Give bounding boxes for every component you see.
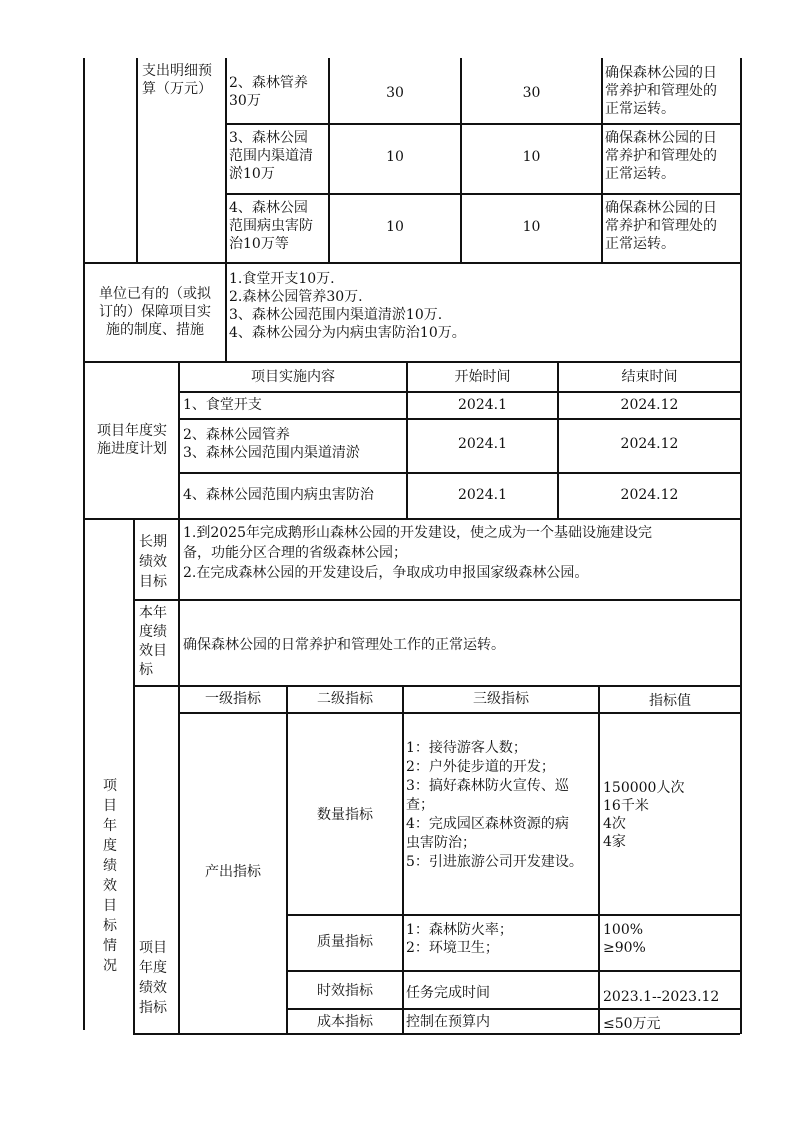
long-term-label: 长期 绩效 目标 — [139, 534, 167, 590]
table-border-left — [83, 58, 85, 1030]
budget-label: 支出明细预 算（万元） — [142, 63, 212, 97]
grid-line — [136, 58, 138, 263]
level2-cost: 成本指标 — [317, 1014, 373, 1030]
grid-line — [83, 262, 740, 264]
schedule-label: 项目年度实 施进度计划 — [97, 423, 167, 457]
level3-timeliness: 任务完成时间 — [406, 985, 490, 1001]
grid-line — [598, 685, 600, 1034]
grid-line — [225, 58, 227, 263]
level1-output: 产出指标 — [205, 864, 261, 880]
grid-line — [133, 1033, 740, 1035]
level3-quantity: 1：接待游客人数； 2：户外徒步道的开发； 3：搞好森林防火宣传、巡 查； 4：完成园区森林资源的病 虫害防治； 5：引进旅游公司开发建设。 — [406, 740, 583, 870]
schedule-end: 2024.12 — [620, 487, 679, 503]
grid-line — [402, 685, 404, 1034]
budget-item: 4、森林公园 范围病虫害防 治10万等 — [229, 200, 313, 252]
budget-value: 30 — [386, 85, 404, 101]
budget-item: 2、森林管养 30万 — [229, 75, 308, 109]
measures-text: 1.食堂开支10万. 2.森林公园管养30万. 3、森林公园范围内渠道清淤10万. 4、森林公园分为内病虫害防治10万。 — [229, 271, 466, 341]
schedule-content: 1、食堂开支 — [183, 397, 262, 413]
header-level2: 二级指标 — [317, 691, 373, 707]
level2-quantity: 数量指标 — [317, 807, 373, 823]
value-cost: ≤50万元 — [603, 1016, 661, 1032]
grid-line — [225, 123, 740, 125]
schedule-start: 2024.1 — [458, 436, 507, 452]
measures-label: 单位已有的（或拟 订的）保障项目实 施的制度、措施 — [99, 286, 211, 338]
budget-item: 3、森林公园 范围内渠道清 淤10万 — [229, 130, 313, 182]
budget-value: 10 — [386, 219, 404, 235]
grid-line — [286, 970, 740, 972]
schedule-content: 4、森林公园范围内病虫害防治 — [183, 487, 374, 503]
grid-line — [286, 914, 740, 916]
performance-label: 项 目 年 度 绩 效 目 标 情 况 — [103, 778, 117, 974]
table-border-right — [740, 58, 742, 1034]
grid-line — [601, 58, 603, 263]
schedule-header-content: 项目实施内容 — [251, 369, 335, 385]
grid-line — [225, 262, 227, 362]
budget-value: 10 — [522, 149, 541, 165]
grid-line — [178, 712, 740, 714]
budget-value: 10 — [522, 219, 541, 235]
schedule-header-end: 结束时间 — [621, 369, 678, 385]
grid-line — [178, 518, 180, 1034]
level2-quality: 质量指标 — [317, 934, 373, 950]
grid-line — [286, 1008, 740, 1010]
budget-note: 确保森林公园的日 常养护和管理处的 正常运转。 — [605, 200, 717, 252]
grid-line — [178, 418, 740, 420]
grid-line — [133, 685, 740, 687]
level3-quality: 1：森林防火率； 2：环境卫生； — [406, 922, 513, 956]
annual-label: 本年 度绩 效目 标 — [139, 605, 167, 678]
budget-value: 30 — [522, 85, 541, 101]
header-level1: 一级指标 — [205, 691, 261, 707]
grid-line — [178, 391, 740, 393]
budget-note: 确保森林公园的日 常养护和管理处的 正常运转。 — [605, 65, 717, 117]
budget-value: 10 — [386, 149, 404, 165]
grid-line — [83, 518, 740, 520]
grid-line — [178, 472, 740, 474]
schedule-end: 2024.12 — [620, 397, 679, 413]
level3-cost: 控制在预算内 — [406, 1014, 490, 1030]
level2-timeliness: 时效指标 — [317, 983, 373, 999]
header-level3: 三级指标 — [473, 691, 529, 707]
header-value: 指标值 — [649, 693, 691, 709]
schedule-start: 2024.1 — [458, 397, 507, 413]
value-timeliness: 2023.1--2023.12 — [603, 989, 720, 1005]
grid-line — [133, 518, 135, 1034]
long-term-text: 1.到2025年完成鹅形山森林公园的开发建设，使之成为一个基础设施建设完 备，功能分区合理的省级森林公园； 2.在完成森林公园的开发建设后，争取成功申报国家级森林公园。 — [183, 525, 652, 581]
annual-text: 确保森林公园的日常养护和管理处工作的正常运转。 — [183, 637, 505, 653]
schedule-end: 2024.12 — [620, 436, 679, 452]
schedule-content: 2、森林公园管养 3、森林公园范围内渠道清淤 — [183, 427, 360, 461]
indicator-label: 项目 年度 绩效 指标 — [139, 940, 167, 1016]
value-quality: 100% ≥90% — [603, 922, 646, 956]
schedule-header-start: 开始时间 — [454, 369, 511, 385]
budget-note: 确保森林公园的日 常养护和管理处的 正常运转。 — [605, 130, 717, 182]
value-quantity: 150000人次 16千米 4次 4家 — [603, 780, 685, 850]
schedule-start: 2024.1 — [458, 487, 507, 503]
grid-line — [133, 599, 740, 601]
grid-line — [83, 361, 740, 363]
grid-line — [225, 193, 740, 195]
